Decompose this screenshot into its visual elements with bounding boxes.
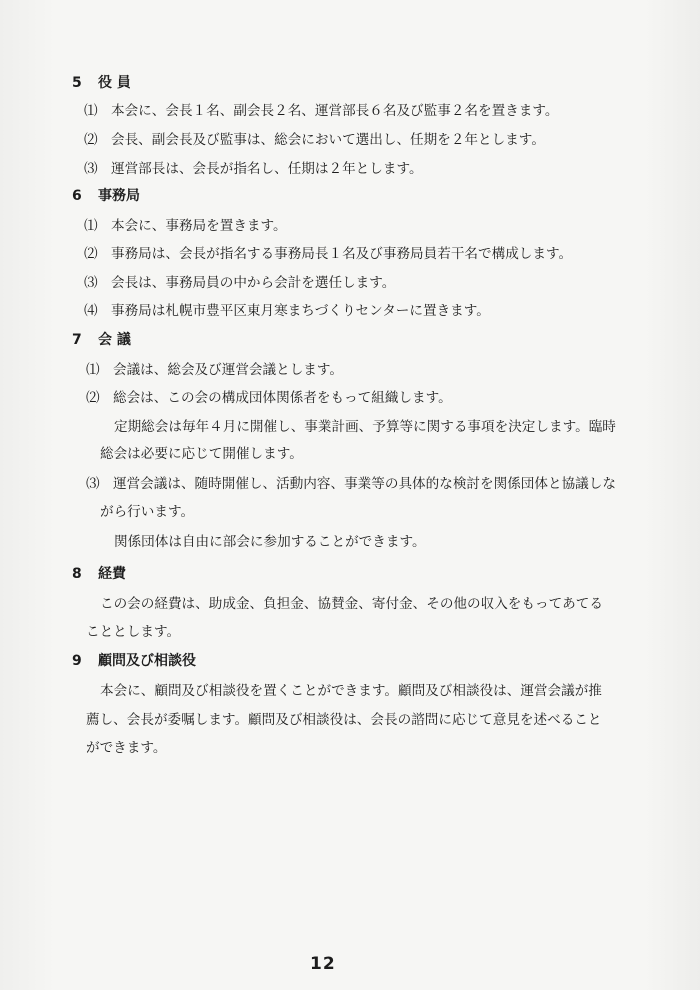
section-9-heading (72, 650, 196, 670)
item-text: 会長、副会長及び監事は、総会において選出し、任期を２年とします。 (111, 132, 545, 148)
item-marker: ⑴ (84, 218, 98, 234)
section-7-item-2 (86, 386, 452, 406)
section-title: 経費 (98, 566, 126, 582)
section-number: 6 (72, 188, 82, 204)
show-through-text (230, 76, 243, 95)
item-text: 会議は、総会及び運営会議とします。 (113, 362, 344, 378)
section-7-item-3-cont-2: 関係団体は自由に部会に参加することができます。 (114, 534, 426, 550)
item-marker: ⑴ (84, 103, 98, 119)
item-text: 事務局は札幌市豊平区東月寒まちづくりセンターに置きます。 (111, 303, 490, 319)
item-marker: ⑶ (84, 161, 98, 177)
item-text: 本会に、会長１名、副会長２名、運営部長６名及び監事２名を置きます。 (111, 103, 559, 119)
item-marker: ⑵ (86, 390, 100, 406)
section-5-item-3 (84, 157, 423, 177)
section-title: 役 員 (98, 75, 131, 91)
section-number: 8 (72, 566, 82, 582)
section-5-heading (72, 72, 131, 92)
section-6-item-1 (84, 214, 287, 234)
section-6-heading (72, 185, 140, 205)
section-7-item-3 (86, 472, 616, 492)
section-6-item-2 (84, 242, 572, 262)
item-text: 会長は、事務局員の中から会計を選任します。 (111, 275, 396, 291)
item-marker: ⑶ (84, 275, 98, 291)
page-number: 12 (310, 954, 336, 974)
item-marker: ⑶ (86, 476, 100, 492)
section-8-line-1: この会の経費は、助成金、負担金、協賛金、寄付金、その他の収入をもってあてる (100, 596, 603, 612)
item-text: 運営部長は、会長が指名し、任期は２年とします。 (111, 161, 423, 177)
item-text: 総会は、この会の構成団体関係者をもって組織します。 (113, 390, 452, 406)
section-7-heading (72, 329, 131, 349)
section-title: 顧問及び相談役 (98, 653, 196, 669)
item-marker: ⑵ (84, 132, 98, 148)
section-number: 7 (72, 332, 82, 348)
section-7-item-2-cont-2: 総会は必要に応じて開催します。 (100, 446, 303, 462)
section-title: 会 議 (98, 332, 131, 348)
section-7-item-2-cont-1: 定期総会は毎年４月に開催し、事業計画、予算等に関する事項を決定します。臨時 (114, 419, 616, 435)
item-marker: ⑵ (84, 246, 98, 262)
section-title: 事務局 (98, 188, 140, 204)
section-9-line-2: 薦し、会長が委嘱します。顧問及び相談役は、会長の諮問に応じて意見を述べること (86, 712, 602, 728)
item-marker: ⑷ (84, 303, 98, 319)
section-9-line-3: ができます。 (86, 740, 167, 756)
item-text: 事務局は、会長が指名する事務局長１名及び事務局員若干名で構成します。 (111, 246, 573, 262)
section-number: 5 (72, 75, 82, 91)
section-7-item-1 (86, 358, 343, 378)
section-5-item-2 (84, 128, 545, 148)
section-6-item-4 (84, 299, 490, 319)
section-6-item-3 (84, 271, 395, 291)
item-marker: ⑴ (86, 362, 100, 378)
section-5-item-1 (84, 99, 559, 119)
item-text: 運営会議は、随時開催し、活動内容、事業等の具体的な検討を関係団体と協議しな (113, 476, 616, 492)
section-9-line-1: 本会に、顧問及び相談役を置くことができます。顧問及び相談役は、運営会議が推 (100, 683, 602, 699)
section-number: 9 (72, 653, 82, 669)
section-8-heading (72, 563, 126, 583)
section-7-item-3-cont-1: がら行います。 (100, 504, 195, 520)
item-text: 本会に、事務局を置きます。 (111, 218, 287, 234)
section-8-line-2: こととします。 (86, 624, 181, 640)
